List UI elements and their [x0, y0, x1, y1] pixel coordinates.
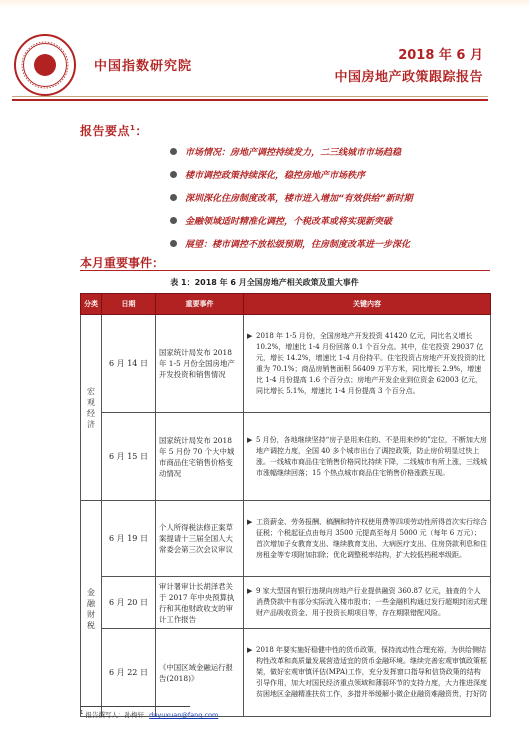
footnote [80, 710, 218, 719]
table-row [81, 315, 491, 413]
key-points-list [170, 140, 510, 255]
key-point [170, 140, 510, 163]
column-header-content: 关键内容 [244, 294, 491, 315]
event-cell: 个人所得税法修正案草案提请十三届全国人大常委会第三次会议审议 [156, 501, 244, 577]
table-row [81, 413, 491, 501]
report-title: 中国房地产政策跟踪报告 [334, 70, 483, 85]
summary-heading [80, 122, 148, 139]
content-cell [244, 501, 491, 577]
header-divider-thick [12, 99, 488, 101]
summary-heading-text: 报告要点 [80, 124, 131, 138]
policy-events-table [80, 293, 491, 720]
bullet-icon [170, 240, 177, 247]
triangle-bullet-icon: ▶ [247, 587, 253, 595]
content-cell [244, 413, 491, 501]
bullet-icon [170, 148, 177, 155]
table-row [81, 501, 491, 577]
footnote-mark: 1 [80, 710, 84, 716]
table-caption: 表 1：2018 年 6 月全国房地产相关政策及重大事件 [170, 278, 359, 287]
key-point-text: 展望：楼市调控不放松级预期，住房制度改革进一步深化 [185, 240, 411, 250]
seal-ring-graphic [16, 36, 74, 94]
table-header-row [81, 294, 491, 315]
key-point-text: 金融领域适时精准化调控，个税改革或将实现新突破 [185, 217, 393, 227]
category-cell: 金融财税 [81, 501, 102, 717]
footnote-divider [80, 706, 190, 707]
triangle-bullet-icon: ▶ [247, 435, 253, 444]
date-cell: 6 月 20 日 [102, 577, 156, 629]
table-row [81, 629, 491, 717]
bullet-icon [170, 171, 177, 178]
content-cell [244, 577, 491, 629]
report-date: 2018 年 6 月 [398, 48, 483, 63]
key-point [170, 209, 510, 232]
event-cell: 国家统计局发布 2018 年 5 月份 70 个大中城市商品住宅销售价格变动情况 [156, 413, 244, 501]
event-cell: 审计署审计长胡泽君关于 2017 年中央预算执行和其他财政收支的审计工作报告 [156, 577, 244, 629]
key-point [170, 163, 510, 186]
key-point-text: 深圳深化住房制度改革，楼市进入增加“有效供给”新时期 [185, 194, 413, 204]
content-cell [244, 315, 491, 413]
key-point-text: 楼市调控政策持续深化，稳控房地产市场秩序 [185, 171, 366, 181]
column-header-date: 日期 [102, 294, 156, 315]
content-text: 工资薪金、劳务报酬、稿酬和特许权使用费等四项劳动性所得首次实行综合征税；个税起征点由每月 3500 元提高至每月 5000 元（每年 6 万元）；首次增加子女教育支出、继续教育支出、大病医疗支出、住房贷款利息和住房租金等专项附加扣除；优化调整税率结构，扩大较低档税率级距。 [256, 517, 487, 559]
triangle-bullet-icon: ▶ [247, 331, 253, 340]
date-cell: 6 月 22 日 [102, 629, 156, 717]
date-cell: 6 月 19 日 [102, 501, 156, 577]
academy-seal-logo [14, 34, 76, 96]
bullet-icon [170, 217, 177, 224]
footnote-ref: 1 [130, 124, 136, 132]
footnote-text: 报告撰写人：孙梅轩 [85, 711, 145, 720]
key-point-text: 市场情况：房地产调控持续发力，二三线城市市场趋稳 [185, 148, 402, 158]
column-header-category: 分类 [81, 294, 102, 315]
triangle-bullet-icon: ▶ [247, 646, 253, 654]
bullet-icon [170, 194, 177, 201]
date-cell: 6 月 15 日 [102, 413, 156, 501]
content-text: 2018 年要实施好稳健中性的货币政策，保持流动性合理充裕，为供给侧结构性改革和高质量发展营造适宜的货币金融环境。继续完善宏观审慎政策框架，做好宏观审慎评估(MPA)工作，充分发挥窗口指导和信贷政策的结构引导作用，加大对国民经济重点领域和薄弱环节的支持力度，大力推进深度贫困地区金融精准扶贫工作，多措并举缓解小微企业融资难融资贵，打好防 [256, 646, 487, 698]
column-header-event: 重要事件 [156, 294, 244, 315]
events-heading: 本月重要事件： [80, 256, 165, 270]
category-cell: 宏观经济 [81, 315, 102, 501]
event-cell: 《中国区域金融运行报告(2018)》 [156, 629, 244, 717]
content-text: 2018 年 1-5 月份，全国房地产开发投资 41420 亿元，同比名义增长 10.2%，增速比 1-4 月份回落 0.1 个百分点。其中，住宅投资 29037 亿元，增长 14.2%，增速比 1-4 月份持平。住宅投资占房地产开发投资的比重为 70.1%；商品房销售面积 56409 万平方米，同比增长 2.9%，增速比 1-4 月份提高 1.6 个百分点；房地产开发企业到位资金 62003 亿元，同比增长 5.1%，增速比 1-4 月份提高 3 个百分点。 [256, 331, 486, 395]
table-row [81, 577, 491, 629]
author-email-link[interactable]: duyuxuan@fang.com [149, 711, 219, 720]
key-point [170, 186, 510, 209]
content-cell [244, 629, 491, 717]
date-cell: 6 月 14 日 [102, 315, 156, 413]
triangle-bullet-icon: ▶ [247, 517, 253, 526]
event-cell: 国家统计局发布 2018 年 1-5 月份全国房地产开发投资和销售情况 [156, 315, 244, 413]
organization-name: 中国指数研究院 [94, 59, 193, 74]
events-heading-rule [80, 270, 490, 271]
content-text: 9 家大型国有银行违规向房地产行业提供融资 360.87 亿元，抽查的个人消费贷款中有部分实际流入楼市股市；一些金融机构通过发行超期封闭式理财产品吸收资金、用于投资长期项目等，存在期限错配风险。 [256, 587, 487, 617]
content-text: 5 月份，各地继续坚持“房子是用来住的、不是用来炒的”定位，不断加大房地产调控力度，全国 40 多个城市出台了调控政策，防止房价明显过快上涨。一线城市商品住宅销售价格同比持续下降，二线城市有所上涨，三线城市涨幅继续回落；15 个热点城市商品住宅销售价格涨跌互现。 [256, 435, 487, 477]
key-point [170, 232, 510, 255]
header-band [0, 0, 529, 8]
header-divider-thin [12, 96, 488, 97]
summary-heading-colon: ： [135, 124, 148, 138]
